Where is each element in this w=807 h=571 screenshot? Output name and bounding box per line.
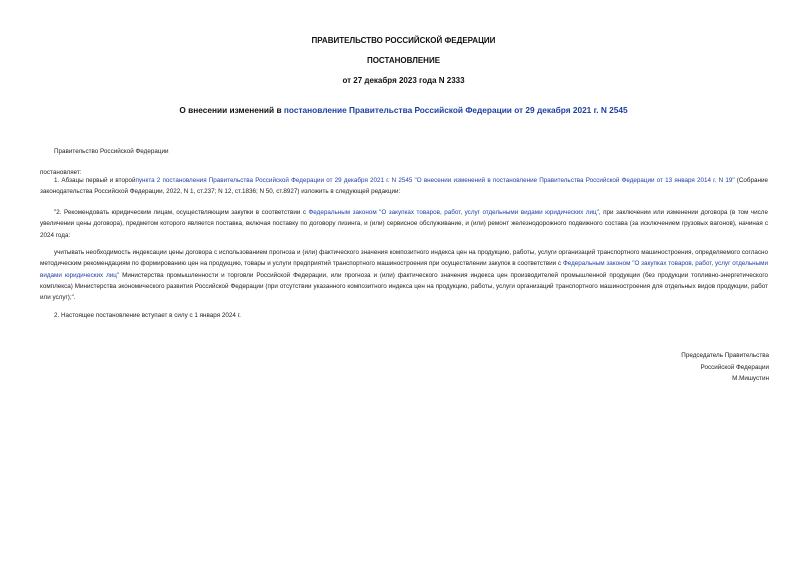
item-1-paragraph — [40, 175, 768, 198]
quote-2-law-link[interactable]: Федеральным законом "О закупках товаров, работ, услуг отдельными видами юридических лиц" — [40, 260, 768, 279]
item-1-link[interactable]: пункта 2 постановления Правительства Российской Федерации от 29 декабря 2021 г. N 2545 "О внесении изменений в постановление Правительства Российской Федерации от 13 января 2014 г. N 19" — [135, 177, 735, 184]
quote-2-suffix: Министерства промышленности и торговли Российской Федерации, или прогноза и (или) фактического значения индекса цен производителей промышленной продукции (без продукции топливно-энергетического комплекса) Министерства экономического развития Российской Федерации (при отсутствии указанного композитного индекса цен на продукцию, работы, услуги организаций транспортного машиностроения для отдельных видов продукции, работ или услуг);". — [40, 271, 768, 302]
document-type-heading: ПОСТАНОВЛЕНИЕ — [366, 56, 441, 65]
signature-title-line-1: Председатель Правительства — [681, 352, 769, 359]
quote-paragraph-1 — [40, 207, 768, 241]
quote-paragraph-2 — [40, 247, 768, 303]
signature-block — [681, 350, 769, 385]
government-heading: ПРАВИТЕЛЬСТВО РОССИЙСКОЙ ФЕДЕРАЦИИ — [311, 36, 496, 45]
postanovlyaet-line: постановляет: — [40, 169, 82, 176]
signature-name: М.Мишустин — [732, 375, 769, 382]
quote-1-law-link[interactable]: Федеральным законом "О закупках товаров, работ, услуг отдельными видами юридических лиц" — [308, 209, 599, 216]
item-1-prefix: 1. Абзацы первый и второй — [54, 177, 136, 184]
date-number-heading: от 27 декабря 2023 года N 2333 — [342, 76, 465, 85]
government-line: Правительство Российской Федерации — [54, 148, 169, 155]
item-1-suffix: (Собрание законодательства Российской Федерации, 2022, N 1, ст.237; N 12, ст.1836; N 50, ст.8927) изложить в следующей редакции: — [40, 177, 768, 196]
subject-link[interactable]: постановление Правительства Российской Федерации от 29 декабря 2021 г. N 2545 — [283, 105, 628, 115]
subject-heading — [0, 105, 807, 115]
quote-1-suffix: , при заключении или изменении договора (в том числе увеличении цены договора), предметом которого является поставка, включая поставку по договору лизинга, и (или) сервисное обслуживание, и (или) ремонт железнодорожного подвижного состава (за исключением грузовых вагонов), начиная с 2024 года: — [40, 209, 768, 239]
subject-prefix: О внесении изменений в — [179, 105, 284, 115]
quote-2-prefix: учитывать необходимость индексации цены договора с использованием прогноза и (или) фактического значения композитного индекса цен на продукцию, работы, услуги организаций транспортного машиностроения, определяемого согласно методическим рекомендациям по формированию цен на продукцию, товары и услуги предприятий транспортного машиностроения при осуществлении закупок в соответствии с — [40, 249, 768, 268]
signature-title-line-2: Российской Федерации — [700, 363, 769, 371]
item-2-paragraph: 2. Настоящее постановление вступает в силу с 1 января 2024 г. — [54, 312, 241, 319]
quote-1-prefix: "2. Рекомендовать юридическим лицам, осуществляющим закупки в соответствии с — [54, 209, 309, 216]
